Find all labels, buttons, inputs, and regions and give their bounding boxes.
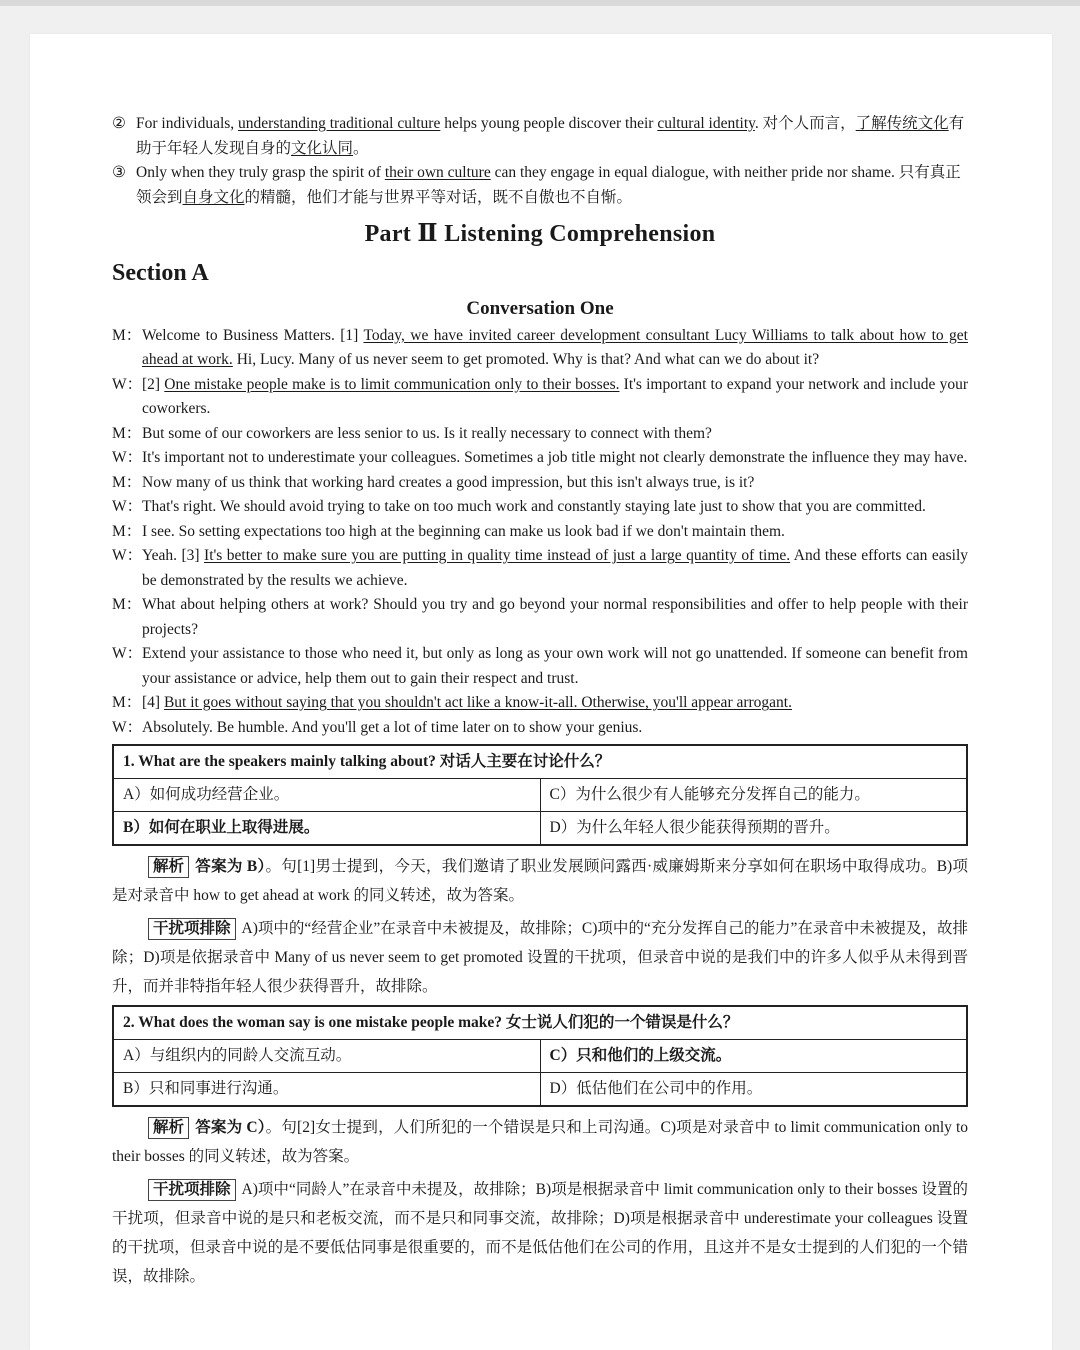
underlined-text: their own culture (384, 164, 491, 181)
underlined-text: It's better to make sure you are putting in quality time instead of just a large quantity of time. (204, 547, 791, 564)
text-run: 有助于年轻人发现自身的 (136, 115, 965, 157)
dialogue-line (112, 446, 968, 471)
text-run: . 对个人而言， (754, 115, 856, 132)
answer-option: B）如何在职业上取得进展。 (113, 812, 540, 846)
distractor-tag: 干扰项排除 (148, 918, 236, 940)
analysis-paragraph (112, 852, 968, 910)
speaker-label: W： (112, 498, 143, 515)
page-content (112, 112, 968, 1295)
question-table (112, 744, 968, 846)
underlined-text: 文化认同 (291, 139, 354, 157)
text-run: It's important to expand your network and include your coworkers. (142, 375, 968, 417)
analysis-paragraph (112, 1113, 968, 1171)
distractor-paragraph (112, 914, 968, 1001)
text-run: [2] (142, 375, 165, 393)
dialogue-line (112, 593, 968, 642)
text-run: What about helping others at work? Should you try and go beyond your normal responsibilities and offer to help people with their projects? (142, 596, 968, 638)
speaker-label: M： (112, 473, 142, 491)
text-run: For individuals, (136, 115, 239, 132)
text-run: And these efforts can easily be demonstrated by the results we achieve. (142, 547, 968, 589)
dialogue-line (112, 544, 968, 593)
speaker-label: M： (112, 326, 142, 344)
speaker-label: M： (112, 596, 142, 613)
dialogue-line (112, 642, 968, 691)
answer-key: 答案为 C） (195, 1119, 266, 1136)
text-run: 的精髓，他们才能与世界平等对话，既不自傲也不自惭。 (244, 188, 633, 206)
text-run: can they engage in equal dialogue, with neither pride nor shame. 只有真正领会到 (136, 164, 961, 206)
text-run: I see. So setting expectations too high at the beginning can make us look bad if we don't maintain them. (142, 522, 785, 540)
section-title: Section A (112, 259, 209, 286)
underlined-text: Today, we have invited career development consultant Lucy Williams to talk about how to get ahead at work. (142, 326, 968, 368)
underlined-text: 自身文化 (182, 188, 245, 206)
underlined-text: One mistake people make is to limit communication only to their bosses. (164, 375, 620, 393)
answer-option: B）只和同事进行沟通。 (113, 1073, 540, 1107)
analysis-tag: 解析 (148, 1117, 189, 1139)
answer-option: C）为什么很少有人能够充分发挥自己的能力。 (540, 779, 967, 812)
dialogue-line (112, 520, 968, 545)
answer-option: D）低估他们在公司中的作用。 (540, 1073, 967, 1107)
text-run: Hi, Lucy. Many of us never seem to get promoted. Why is that? And what can we do about it? (232, 351, 820, 368)
question-table (112, 1005, 968, 1107)
analysis-text: 。句[1]男士提到，今天，我们邀请了职业发展顾问露西·威廉姆斯来分享如何在职场中取得成功。B)项是对录音中 how to get ahead at work 的同义转述，故为答案。 (112, 858, 968, 904)
top-paragraphs (112, 112, 968, 210)
numbered-paragraph (112, 112, 968, 161)
text-run: That's right. We should avoid trying to take on too much work and constantly staying late just to show that you are committed. (142, 498, 926, 515)
top-bar (0, 0, 1080, 6)
question-text: 1. What are the speakers mainly talking about? 对话人主要在讨论什么？ (113, 745, 967, 779)
distractor-text: A)项中的“经营企业”在录音中未被提及，故排除；C)项中的“充分发挥自己的能力”在录音中未被提及，故排除；D)项是依据录音中 Many of us never seem to get promoted 设置的干扰项，但录音中说的是我们中的许多人似乎从未得到晋升，而并非特指年轻人很少获得晋升，故排除。 (112, 920, 968, 995)
analysis-text: 。句[2]女士提到，人们所犯的一个错误是只和上司沟通。C)项是对录音中 to limit communication only to their bosses 的同义转述，故为答案。 (112, 1119, 968, 1165)
text-run: Yeah. [3] (142, 547, 205, 564)
dialogue-line (112, 422, 968, 447)
dialogue (112, 324, 968, 741)
text-run: Only when they truly grasp the spirit of (136, 164, 385, 181)
underlined-text: cultural identity (657, 115, 755, 132)
text-run: Extend your assistance to those who need it, but only as long as your own work will not go unattended. If someone can benefit from your assistance or advice, help them out to gain their respect and trust. (142, 645, 968, 687)
text-run: [4] (142, 694, 164, 711)
questions (112, 744, 968, 1291)
numbered-paragraph (112, 161, 968, 210)
speaker-label: M： (112, 694, 142, 711)
document-page (30, 34, 1052, 1350)
speaker-label: W： (112, 449, 143, 466)
distractor-paragraph (112, 1175, 968, 1291)
distractor-text: A)项中“同龄人”在录音中未提及，故排除；B)项是根据录音中 limit communication only to their bosses 设置的干扰项，但录音中说的是只和老板交流，而不是只和同事交流，故排除；D)项是根据录音中 underestimate your colleagues 设置的干扰项，但录音中说的是不要低估同事是很重要的，而不是低估他们在公司的作用，且这并不是女士提到的人们犯的一个错误，故排除。 (112, 1181, 968, 1285)
analysis-tag: 解析 (148, 856, 189, 878)
paragraph-number: ③ (112, 164, 126, 181)
speaker-label: M： (112, 424, 142, 442)
paragraph-number: ② (112, 115, 126, 132)
underlined-text: 了解传统文化 (855, 115, 949, 132)
dialogue-line (112, 691, 968, 716)
answer-option: A）如何成功经营企业。 (113, 779, 540, 812)
text-run: Absolutely. Be humble. And you'll get a lot of time later on to show your genius. (142, 718, 643, 736)
speaker-label: W： (112, 375, 143, 393)
answer-key: 答案为 B） (195, 858, 266, 875)
answer-option: C）只和他们的上级交流。 (540, 1040, 967, 1073)
part-title: Part Ⅱ Listening Comprehension (364, 221, 716, 247)
question-text: 2. What does the woman say is one mistake people make? 女士说人们犯的一个错误是什么？ (113, 1006, 967, 1040)
text-run: Now many of us think that working hard creates a good impression, but this isn't always true, is it? (142, 473, 755, 491)
conversation-title: Conversation One (466, 298, 614, 319)
answer-option: D）为什么年轻人很少能获得预期的晋升。 (540, 812, 967, 846)
dialogue-line (112, 471, 968, 496)
underlined-text: understanding traditional culture (238, 115, 441, 132)
underlined-text: But it goes without saying that you shouldn't act like a know-it-all. Otherwise, you'll appear arrogant. (163, 694, 792, 711)
text-run: 。 (353, 139, 369, 157)
speaker-label: W： (112, 547, 143, 564)
text-run: But some of our coworkers are less senior to us. Is it really necessary to connect with them? (142, 424, 712, 442)
speaker-label: M： (112, 522, 142, 540)
speaker-label: W： (112, 645, 143, 662)
answer-option: A）与组织内的同龄人交流互动。 (113, 1040, 540, 1073)
text-run: helps young people discover their (440, 115, 658, 132)
dialogue-line (112, 324, 968, 373)
text-run: Welcome to Business Matters. [1] (142, 326, 364, 344)
dialogue-line (112, 716, 968, 741)
speaker-label: W： (112, 718, 143, 736)
dialogue-line (112, 495, 968, 520)
distractor-tag: 干扰项排除 (148, 1179, 236, 1201)
text-run: It's important not to underestimate your colleagues. Sometimes a job title might not clearly demonstrate the influence they may have. (142, 449, 968, 466)
dialogue-line (112, 373, 968, 422)
